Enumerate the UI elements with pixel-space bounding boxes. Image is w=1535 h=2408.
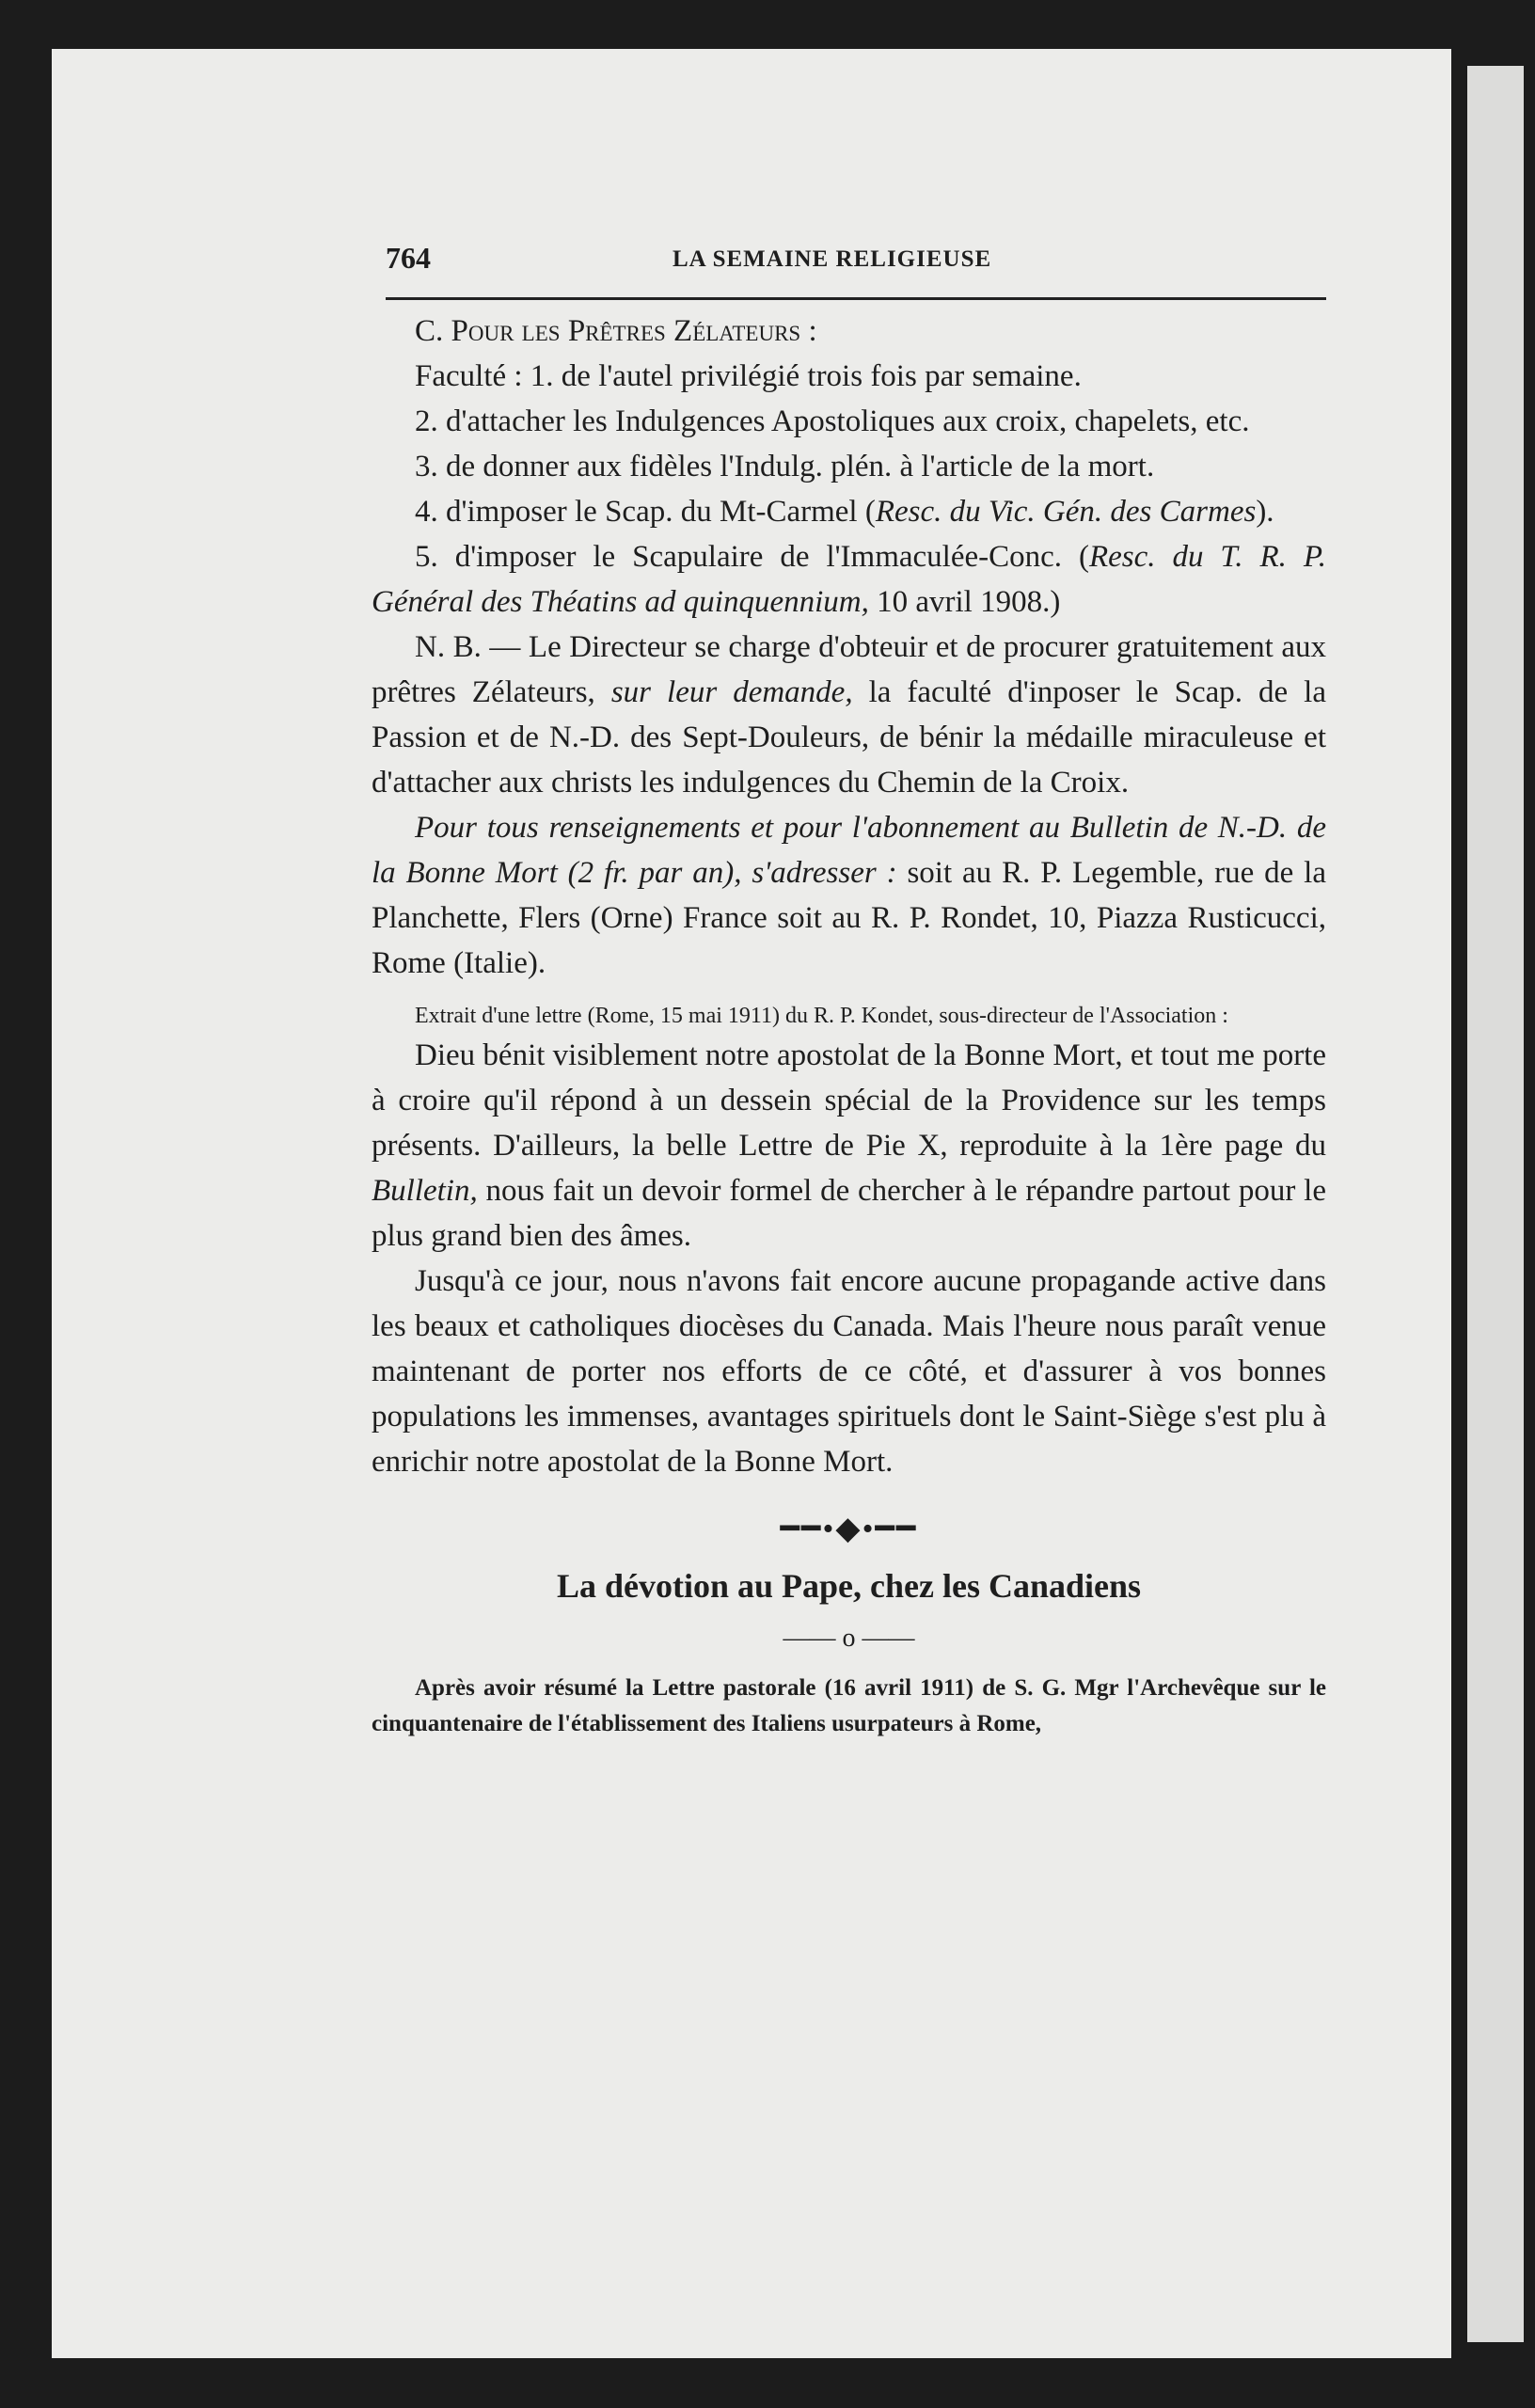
contact-italic: Pour tous renseignements et pour l'abonnement au Bulletin de N.-D. de la Bonne Mort (2 fr. par an), s'adresser : bbox=[372, 811, 1326, 890]
section-heading: C. Pour les Prêtres Zélateurs : bbox=[415, 314, 817, 348]
contact-paragraph bbox=[372, 805, 1326, 986]
item-4 bbox=[372, 489, 1326, 534]
item-4-text: 4. d'imposer le Scap. du Mt-Carmel ( bbox=[415, 495, 876, 529]
facing-page-edge bbox=[1467, 66, 1524, 2342]
page-body bbox=[372, 309, 1326, 1742]
section-intro: Après avoir résumé la Lettre pastorale (16 avril 1911) de S. G. Mgr l'Archevêque sur le cinquantenaire de l'établissement des Italiens usurpateurs à Rome, bbox=[372, 1675, 1326, 1736]
letter-paragraph-1 bbox=[372, 1033, 1326, 1259]
nb-paragraph bbox=[372, 625, 1326, 805]
item-2: 2. d'attacher les Indulgences Apostoliques aux croix, chapelets, etc. bbox=[415, 404, 1250, 438]
extract-intro: Extrait d'une lettre (Rome, 15 mai 1911) du R. P. Kondet, sous-directeur de l'Association : bbox=[415, 1004, 1228, 1028]
faculte-line: Faculté : 1. de l'autel privilégié trois fois par semaine. bbox=[415, 359, 1082, 393]
nb-text-b: la faculté d'inposer le Scap. de la Passion et de N.-D. des Sept-Douleurs, de bénir la médaille miraculeuse et d'attacher aux christs les indulgences du Chemin de la Croix. bbox=[372, 675, 1326, 800]
item-4-italic: Resc. du Vic. Gén. des Carmes bbox=[875, 495, 1257, 529]
nb-text-a: N. B. — Le Directeur se charge d'obteuir et de procurer gratuitement aux prêtres Zélateurs, bbox=[372, 630, 1326, 709]
item-5 bbox=[372, 534, 1326, 625]
header-rule bbox=[386, 297, 1326, 300]
item-3: 3. de donner aux fidèles l'Indulg. plén. à l'article de la mort. bbox=[415, 450, 1155, 483]
letter-paragraph-2: Jusqu'à ce jour, nous n'avons fait encore aucune propagande active dans les beaux et catholiques diocèses du Canada. Mais l'heure nous paraît venue maintenant de porter nos efforts de ce côté, et d'assurer à vos bonnes populations les immenses, avantages spirituels dont le Saint-Siège s'est plu à enrichir notre apostolat de la Bonne Mort. bbox=[372, 1264, 1326, 1479]
title-separator: —— o —— bbox=[783, 1624, 915, 1653]
letter-p1-a: Dieu bénit visiblement notre apostolat de la Bonne Mort, et tout me porte à croire qu'il répond à un dessein spécial de la Providence sur les temps présents. D'ailleurs, la belle Lettre de Pie X, reproduite à la 1ère page du bbox=[372, 1038, 1326, 1163]
letter-p1-italic: Bulletin, bbox=[372, 1174, 478, 1208]
running-title: LA SEMAINE RELIGIEUSE bbox=[673, 246, 992, 272]
nb-italic: sur leur demande, bbox=[610, 675, 853, 709]
page-header bbox=[386, 241, 1326, 278]
item-5-italic: Resc. du T. R. P. Général des Théatins ad quinquennium, bbox=[372, 540, 1326, 619]
item-5-text: 5. d'imposer le Scapulaire de l'Immaculée-Conc. ( bbox=[415, 540, 1089, 574]
contact-text: soit au R. P. Legemble, rue de la Planchette, Flers (Orne) France soit au R. P. Rondet, 10, Piazza Rusticucci, Rome (Italie). bbox=[372, 856, 1326, 980]
item-4-end: ). bbox=[1256, 495, 1274, 529]
section-title: La dévotion au Pape, chez les Canadiens bbox=[556, 1567, 1142, 1605]
letter-p1-b: nous fait un devoir formel de chercher à le répandre partout pour le plus grand bien des âmes. bbox=[372, 1174, 1326, 1253]
item-5-end: 10 avril 1908.) bbox=[868, 585, 1061, 619]
ornament-divider: ━━•◆•━━ bbox=[780, 1512, 918, 1546]
page-number: 764 bbox=[386, 241, 431, 275]
